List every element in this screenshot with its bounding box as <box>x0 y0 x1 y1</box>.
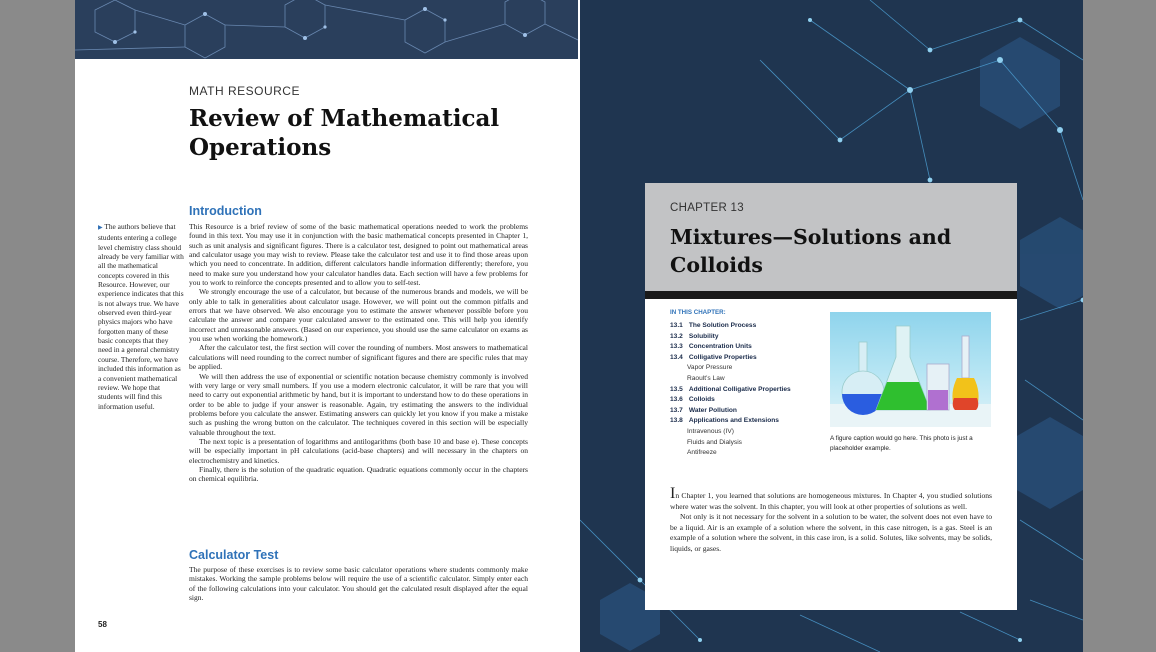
toc-number: 13.4 <box>670 353 683 361</box>
triangle-marker-icon: ▶ <box>98 225 103 231</box>
chapter-header <box>645 183 1017 291</box>
toc-subitem: Vapor Pressure <box>687 364 733 372</box>
page-title: Review of Mathematical Operations <box>189 105 500 161</box>
chapter-title: Mixtures—Solutions and Colloids <box>670 225 952 277</box>
figure-caption: A figure caption would go here. This photo is just a placeholder example. <box>830 435 973 452</box>
toc-label: Water Pollution <box>688 406 737 414</box>
toc-item <box>670 406 830 417</box>
toc-number: 13.8 <box>670 417 683 425</box>
toc-item <box>670 332 830 343</box>
toc-item <box>670 395 830 406</box>
divider <box>645 291 1017 299</box>
toc-number: 13.7 <box>670 406 683 414</box>
page-number: 58 <box>98 620 107 629</box>
chapter-toc <box>670 321 830 459</box>
toc-subitem: Raoult’s Law <box>687 374 725 382</box>
margin-note <box>98 222 184 411</box>
left-page <box>75 0 578 652</box>
intro-paragraph: The next topic is a presentation of logarithms and antilogarithms (both base 10 and base e). These concepts will be especially important in pH calculations (acid-base chapters) and will necessary in the chapters on electrochemistry and kinetics. <box>189 436 528 465</box>
flask-icon <box>830 312 991 427</box>
chapter-number: CHAPTER 13 <box>670 202 744 214</box>
intro-paragraph: Not only is it not necessary for the solvent in a solution to be water, the solvent does not even have to be a liquid. Air is an example of a solution where the solvent, in this case nitrogen, is a gas. Steel is an example of a solution where the solvent, in this case iron, is a solid. Solutes, like solvents, may be solids, liquids, or gases. <box>670 512 992 553</box>
intro-body <box>189 222 528 484</box>
toc-item <box>670 416 830 427</box>
toc-number: 13.6 <box>670 396 683 404</box>
intro-paragraph: We will then address the use of exponential or scientific notation because chemistry commonly is involved with very large or very small numbers. If you use a modern electronic calculator, it will be rare that you will need to carry out exponential arithmetic by hand, but it is important to understand how to do these operations in order to be able to judge if your answer is reasonable. Again, try estimating the answers to the individual problems before you calculate the answer. Estimating answers can quickly let you know if you make a mistake such as pushing the wrong button on the calculator. The techniques covered in this section will be especially valuable throughout the text. <box>189 371 528 437</box>
toc-item <box>670 342 830 353</box>
molecular-banner <box>75 0 578 59</box>
toc-item <box>670 385 830 396</box>
intro-paragraph: This Resource is a brief review of some of the basic mathematical operations needed to work the problems found in this text. You may use it in conjunction with the basic mathematical concepts presented in Chapter 1, such as unit analysis and significant figures. There is a calculator test, designed to point out mathematical areas and calculator usage you may wish to review. Please take the calculator test and use it to find those areas upon which you need to concentrate. In addition, different calculators handle information differently; therefore, you need to make sure you understand how your calculator handles data. Each section will have a few problems for you to work to reinforce the concepts presented and to allow you to self-test. <box>189 222 528 288</box>
molecule-pattern-icon <box>75 0 578 59</box>
intro-heading: Introduction <box>189 204 262 218</box>
toc-subitem: Fluids and Dialysis <box>687 438 742 446</box>
intro-paragraph <box>670 485 992 512</box>
toc-number: 13.3 <box>670 343 683 351</box>
toc-subitem: Intravenous (IV) <box>687 427 734 435</box>
toc-item <box>670 353 830 364</box>
toc-label: Solubility <box>688 332 719 340</box>
toc-number: 13.1 <box>670 322 683 329</box>
toc-heading: IN THIS CHAPTER: <box>670 309 726 316</box>
intro-paragraph: After the calculator test, the first section will cover the rounding of numbers. Most answers to mathematical calculations will need rounding to the correct number of significant figures and there are specific rules that may be applied. <box>189 343 528 372</box>
toc-label: Colloids <box>688 396 715 404</box>
toc-number: 13.2 <box>670 332 683 340</box>
calculator-test-paragraph: The purpose of these exercises is to review some basic calculator operations where students commonly make mistakes. Working the sample problems below will require the use of a scientific calculator. Simply enter each of the following calculations into your calculator. You should get the calculated result displayed after the equal sign. <box>189 565 528 603</box>
intro-text: n Chapter 1, you learned that solutions are homogeneous mixtures. In Chapter 4, you studied solutions where water was the solvent. In this chapter, you will look at other properties of solutions as well. <box>670 491 992 511</box>
toc-label: Colligative Properties <box>688 353 757 361</box>
toc-label: Additional Colligative Properties <box>688 385 791 393</box>
margin-note-text: The authors believe that students entering a college level chemistry class should already be very familiar with all the mathematical concepts covered in this Resource. However, our experience indicates that this is not always true. We have observed even third-year physics majors who have forgotten many of these basic concepts that they need in a general chemistry course. Therefore, we have included this information as a convenient mathematical review. We hope that students will find this information useful. <box>98 222 184 411</box>
toc-label: The Solution Process <box>688 322 757 329</box>
calculator-test-heading: Calculator Test <box>189 548 279 562</box>
toc-number: 13.5 <box>670 385 683 393</box>
resource-eyebrow: MATH RESOURCE <box>189 84 300 98</box>
chapter-opener-card <box>645 183 1017 610</box>
chapter-intro <box>670 485 992 555</box>
intro-paragraph: We strongly encourage the use of a calculator, but because of the numerous brands and models, we will be only able to talk in generalities about calculator usage. However, we will point out the common pitfalls and errors that we have observed. We also encourage you to estimate the answer whenever possible before you calculate the answer and compare your calculated answer to the estimated one. This will help you identify incorrect and unreasonable answers. (Based on our experience, you should use the same calculator on exams as you use when working the homework.) <box>189 287 528 344</box>
intro-paragraph: Finally, there is the solution of the quadratic equation. Quadratic equations commonly occur in the chapters on chemical equilibria. <box>189 464 528 484</box>
toc-item <box>670 321 830 332</box>
chemistry-flasks-photo <box>830 312 991 427</box>
drop-cap: I <box>670 485 676 502</box>
calculator-test-body <box>189 565 528 602</box>
toc-label: Applications and Extensions <box>688 417 779 425</box>
book-spread <box>75 0 1083 652</box>
toc-subitem: Antifreeze <box>687 449 717 457</box>
toc-label: Concentration Units <box>688 343 752 351</box>
right-page <box>580 0 1083 652</box>
